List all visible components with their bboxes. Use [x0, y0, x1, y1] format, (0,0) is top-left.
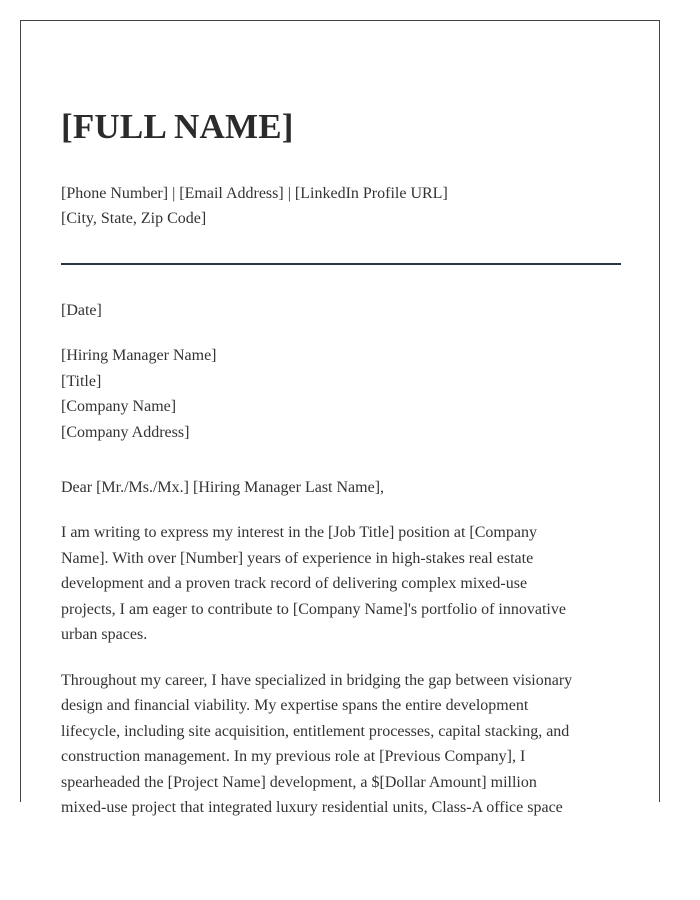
- letter-content: [61, 107, 623, 821]
- paragraph-line: lifecycle, including site acquisition, entitlement processes, capital stacking, and: [61, 722, 570, 740]
- recipient-title: [Title]: [61, 372, 102, 390]
- paragraph-line: I am writing to express my interest in the [Job Title] position at [Company: [61, 524, 537, 541]
- contact-block: [61, 181, 623, 231]
- paragraph-line: construction management. In my previous role at [Previous Company], I: [61, 748, 526, 765]
- paragraph-line: development and a proven track record of delivering complex mixed-use: [61, 575, 528, 592]
- contact-line-details: [Phone Number] | [Email Address] | [LinkedIn Profile URL]: [61, 185, 448, 202]
- recipient-block: [61, 343, 623, 445]
- letter-page: [20, 20, 660, 816]
- paragraph-line: design and financial viability. My expertise spans the entire development: [61, 697, 529, 714]
- paragraph-line: projects, I am eager to contribute to [Company Name]'s portfolio of innovative: [61, 600, 566, 618]
- recipient-manager-name: [Hiring Manager Name]: [61, 347, 217, 364]
- body-paragraph-2: [61, 668, 623, 821]
- header-divider: [61, 263, 621, 265]
- body-paragraph-1: [61, 520, 623, 648]
- paragraph-line: spearheaded the [Project Name] development, a $[Dollar Amount] million: [61, 773, 537, 791]
- salutation: Dear [Mr./Ms./Mx.] [Hiring Manager Last Name],: [61, 479, 385, 496]
- paragraph-line: Throughout my career, I have specialized in bridging the gap between visionary: [61, 671, 573, 689]
- paragraph-line: urban spaces.: [61, 626, 148, 643]
- paragraph-line: Name]. With over [Number] years of experience in high-stakes real estate: [61, 549, 534, 567]
- full-name-heading: [FULL NAME]: [61, 107, 294, 146]
- recipient-company-address: [Company Address]: [61, 423, 190, 441]
- paragraph-line: mixed-use project that integrated luxury residential units, Class-A office space: [61, 799, 563, 816]
- contact-line-location: [City, State, Zip Code]: [61, 210, 207, 227]
- recipient-company-name: [Company Name]: [61, 398, 177, 415]
- letter-date: [Date]: [61, 302, 102, 319]
